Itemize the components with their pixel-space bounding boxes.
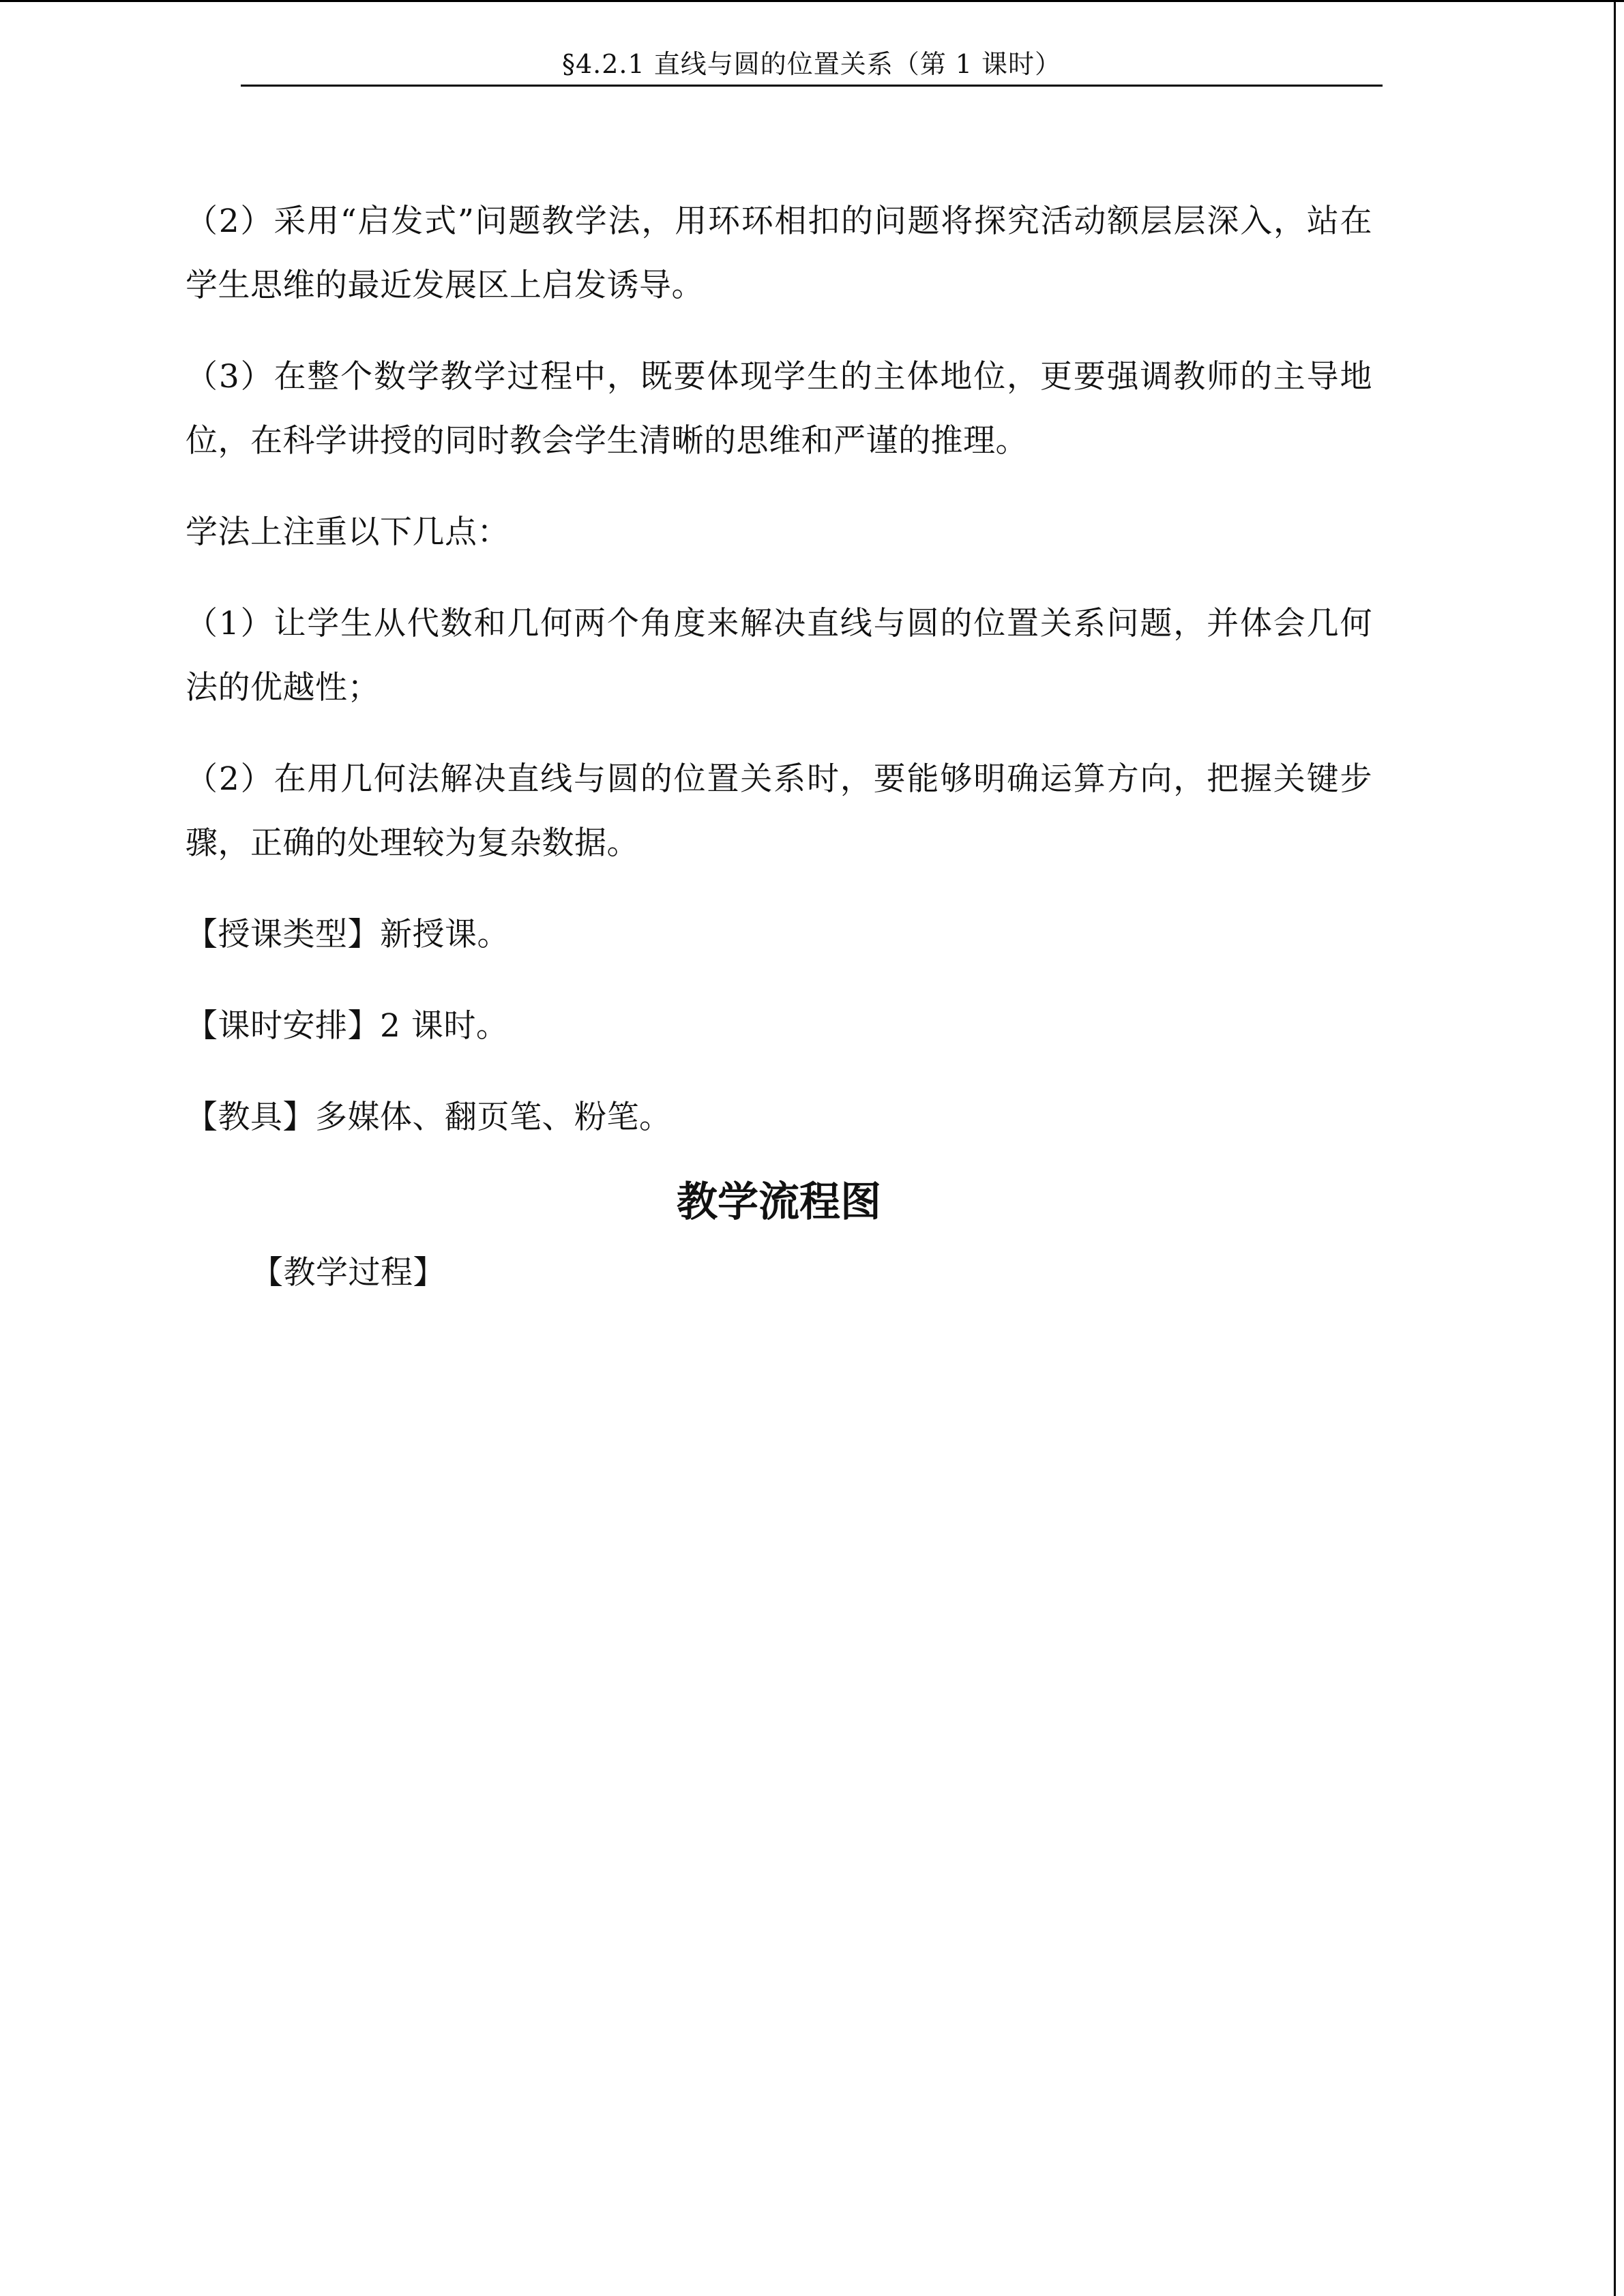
teaching-method-item-3: （3）在整个数学教学过程中，既要体现学生的主体地位，更要强调教师的主导地位，在科学讲授的同时教会学生清晰的思维和严谨的推理。	[186, 358, 1372, 460]
lesson-type: 【授课类型】新授课。	[186, 916, 510, 953]
learning-method-item-1: （1）让学生从代数和几何两个角度来解决直线与圆的位置关系问题，并体会几何法的优越性；	[186, 605, 1372, 706]
learning-method-item-2: （2）在用几何法解决直线与圆的位置关系时，要能够明确运算方向，把握关键步骤，正确的处理较为复杂数据。	[186, 760, 1372, 862]
running-header: §4.2.1 直线与圆的位置关系（第 1 课时）	[561, 49, 1062, 79]
document-body	[186, 190, 1372, 1332]
learning-method-heading: 学法上注重以下几点：	[186, 513, 510, 551]
lesson-schedule: 【课时安排】2 课时。	[186, 1007, 509, 1045]
page-border-right	[1614, 0, 1616, 2296]
flowchart-title: 教学流程图	[677, 1178, 881, 1226]
teaching-aids: 【教具】多媒体、翻页笔、粉笔。	[186, 1099, 672, 1136]
header-divider	[241, 85, 1383, 87]
page-border-top	[0, 0, 1624, 2]
teaching-process-label: 【教学过程】	[251, 1254, 445, 1292]
teaching-method-item-2: （2）采用“启发式”问题教学法，用环环相扣的问题将探究活动额层层深入，站在学生思维的最近发展区上启发诱导。	[186, 203, 1372, 304]
